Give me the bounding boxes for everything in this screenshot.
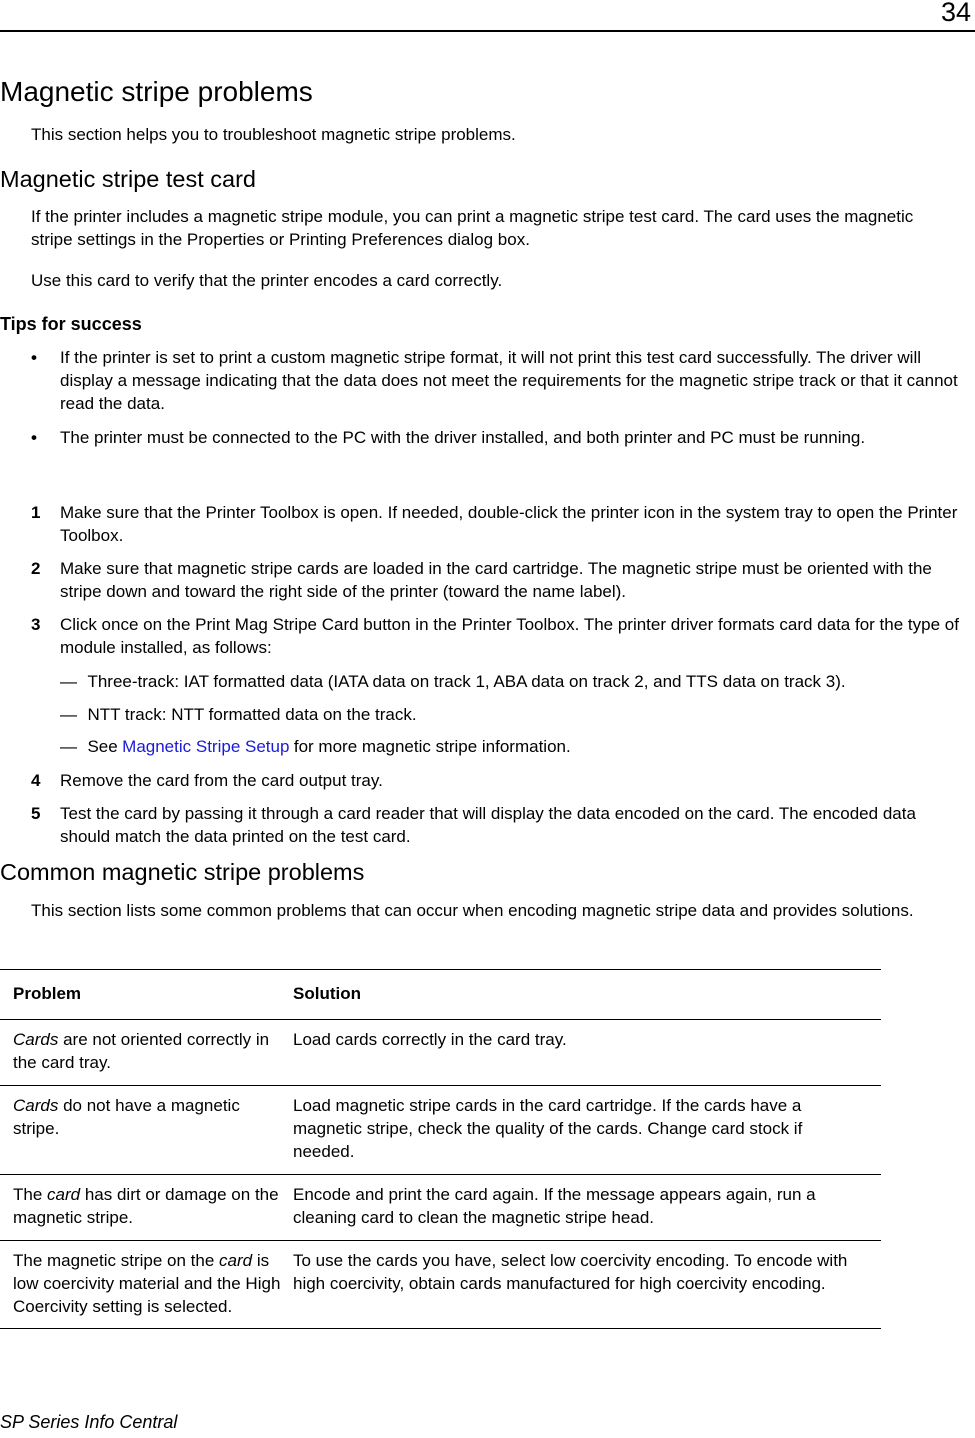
step-number: 4 xyxy=(31,771,41,790)
problem-text: has dirt or damage on the magnetic stripe. xyxy=(13,1185,279,1227)
ntt-track-text: NTT track: NTT formatted data on the track. xyxy=(87,705,417,724)
magnetic-stripe-setup-link[interactable]: Magnetic Stripe Setup xyxy=(122,737,290,756)
problem-emphasis: card xyxy=(47,1185,81,1204)
tips-title: Tips for success xyxy=(0,314,142,334)
step-text: Test the card by passing it through a card reader that will display the data encoded on the card. The encoded data should match the data printed on the test card. xyxy=(60,804,916,846)
step-number: 5 xyxy=(31,804,41,823)
problem-text: is low coercivity material and the High Coercivity setting is selected. xyxy=(13,1251,281,1316)
table-row xyxy=(0,1020,881,1086)
problem-emphasis: card xyxy=(219,1251,253,1270)
step-item xyxy=(31,802,966,848)
test-card-title: Magnetic stripe test card xyxy=(0,166,256,192)
table-header-row xyxy=(0,970,881,1020)
see-suffix: for more magnetic stripe information. xyxy=(293,737,571,756)
tip-item xyxy=(31,346,971,415)
step-item xyxy=(31,613,966,659)
step-item xyxy=(31,769,966,792)
step-number: 1 xyxy=(31,503,41,522)
section-title: Magnetic stripe problems xyxy=(0,76,313,107)
tip-item xyxy=(31,426,971,449)
step-item xyxy=(31,557,966,603)
step-text: Make sure that the Printer Toolbox is open. If needed, double-click the printer icon in the system tray to open the Printer Toolbox. xyxy=(60,503,958,545)
problem-cell xyxy=(0,1175,293,1241)
header-divider xyxy=(0,30,975,32)
dash-icon: — xyxy=(60,737,77,756)
three-track-text: Three-track: IAT formatted data (IATA data on track 1, ABA data on track 2, and TTS data on track 3). xyxy=(87,672,846,691)
sub-item xyxy=(60,670,965,693)
problem-column-header: Problem xyxy=(13,984,82,1003)
common-problems-intro: This section lists some common problems that can occur when encoding magnetic stripe data and provides solutions. xyxy=(31,901,914,920)
step-text: Make sure that magnetic stripe cards are loaded in the card cartridge. The magnetic stripe must be oriented with the stripe down and toward the right side of the printer (toward the name label). xyxy=(60,559,932,601)
problems-table xyxy=(0,969,881,1329)
dash-icon: — xyxy=(60,672,77,691)
solution-column-header: Solution xyxy=(293,984,361,1003)
problem-cell xyxy=(0,1020,293,1086)
common-problems-title: Common magnetic stripe problems xyxy=(0,859,365,885)
test-card-paragraph-1: If the printer includes a magnetic stripe module, you can print a magnetic stripe test card. The card uses the magnetic stripe settings in the Properties or Printing Preferences dialog box. xyxy=(31,207,914,249)
bullet-icon: • xyxy=(31,428,37,447)
step-number: 2 xyxy=(31,559,41,578)
tip-text: The printer must be connected to the PC with the driver installed, and both printer and PC must be running. xyxy=(60,428,866,447)
step-text: Click once on the Print Mag Stripe Card button in the Printer Toolbox. The printer driver formats card data for the type of module installed, as follows: xyxy=(60,615,959,657)
solution-cell: To use the cards you have, select low coercivity encoding. To encode with high coercivity, obtain cards manufactured for high coercivity encoding. xyxy=(293,1251,848,1293)
tip-text: If the printer is set to print a custom magnetic stripe format, it will not print this test card successfully. The driver will display a message indicating that the data does not meet the requirements for the magnetic stripe track or that it cannot read the data. xyxy=(60,348,958,413)
problem-prefix: The xyxy=(13,1185,43,1204)
table-row xyxy=(0,1175,881,1241)
step-text: Remove the card from the card output tray. xyxy=(60,771,383,790)
solution-cell: Encode and print the card again. If the message appears again, run a cleaning card to clean the magnetic stripe head. xyxy=(293,1185,816,1227)
problem-emphasis: Cards xyxy=(13,1030,59,1049)
test-card-paragraph-2: Use this card to verify that the printer encodes a card correctly. xyxy=(31,271,503,290)
problem-cell xyxy=(0,1086,293,1175)
dash-icon: — xyxy=(60,705,77,724)
table-row xyxy=(0,1241,881,1329)
problem-text: are not oriented correctly in the card tray. xyxy=(13,1030,270,1072)
table-row xyxy=(0,1086,881,1175)
solution-cell: Load cards correctly in the card tray. xyxy=(293,1030,567,1049)
page-number: 34 xyxy=(940,0,971,27)
sub-item xyxy=(60,735,965,758)
problem-emphasis: Cards xyxy=(13,1096,59,1115)
see-prefix: See xyxy=(87,737,118,756)
section-intro: This section helps you to troubleshoot magnetic stripe problems. xyxy=(31,125,516,144)
step-item xyxy=(31,501,966,547)
problem-cell xyxy=(0,1241,293,1329)
problem-prefix: The magnetic stripe on the xyxy=(13,1251,215,1270)
bullet-icon: • xyxy=(31,348,37,367)
sub-item xyxy=(60,703,965,726)
solution-cell: Load magnetic stripe cards in the card cartridge. If the cards have a magnetic stripe, check the quality of the cards. Change card stock if needed. xyxy=(293,1096,803,1161)
footer-title: SP Series Info Central xyxy=(0,1412,178,1432)
problem-text: do not have a magnetic stripe. xyxy=(13,1096,240,1138)
step-number: 3 xyxy=(31,615,41,634)
